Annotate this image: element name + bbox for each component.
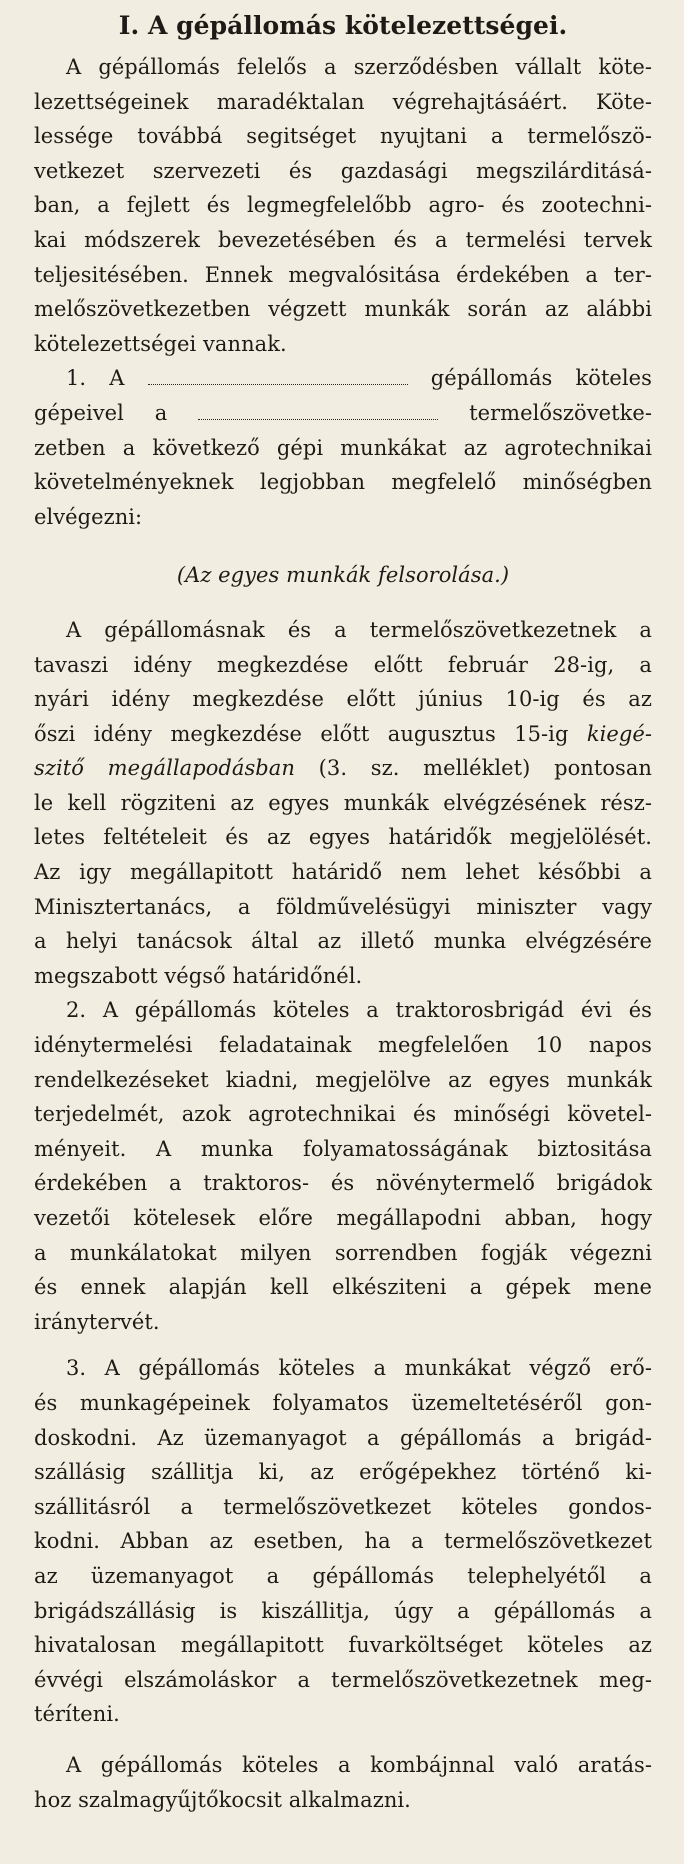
italic-term: kiegé- <box>586 721 652 746</box>
text-line: teljesitésében. Ennek megvalósitása érdekében a ter- <box>34 262 652 287</box>
text-line: szállásig szállitja ki, az erőgépekhez történő ki- <box>34 1460 652 1485</box>
paragraph-point-3 <box>34 1351 652 1732</box>
text-line: 3. A gépállomás köteles a munkákat végző erő- <box>66 1356 652 1381</box>
text-line <box>34 717 652 752</box>
text-run: őszi idény megkezdése előtt augusztus 15-ig <box>34 721 587 746</box>
paragraph-deadlines <box>34 613 652 994</box>
paragraph-gap <box>34 1339 652 1351</box>
text-line: hivatalosan megállapitott fuvarköltséget köteles az <box>34 1633 652 1658</box>
italic-term: szitő megállapodásban <box>34 756 295 781</box>
point-1-line2-prefix: gépeivel a <box>34 400 168 425</box>
point-1-prefix: 1. A <box>66 366 125 391</box>
text-line: az üzemanyagot a gépállomás telephelyétől a <box>34 1563 652 1588</box>
text-line <box>34 361 652 396</box>
text-line: követelményeknek legjobban megfelelő minőségben <box>34 470 652 495</box>
fill-in-blank-station <box>148 370 408 385</box>
text-line: melőszövetkezetben végzett munkák során az alábbi <box>34 297 652 322</box>
text-line: szállitásról a termelőszövetkezet köteles gondos- <box>34 1494 652 1519</box>
text-line: Minisztertanács, a földművelésügyi miniszter vagy <box>34 894 652 919</box>
paragraph-point-2 <box>34 993 652 1339</box>
text-line <box>34 396 652 431</box>
text-line: hoz szalmagyűjtőkocsit alkalmazni. <box>34 1787 411 1812</box>
text-line: érdekében a traktoros- és növénytermelő brigádok <box>34 1171 652 1196</box>
text-line <box>34 751 652 786</box>
text-line: a helyi tanácsok által az illető munka elvégzésére <box>34 929 652 954</box>
text-line: A gépállomás köteles a kombájnnal való aratás- <box>66 1752 652 1777</box>
paragraph-combine <box>34 1748 652 1817</box>
text-run: (3. sz. melléklet) pontosan <box>294 756 652 781</box>
text-line: tavaszi idény megkezdése előtt február 28-ig, a <box>34 652 652 677</box>
text-line: téríteni. <box>34 1702 120 1727</box>
text-line: vezetői kötelesek előre megállapodni abban, hogy <box>34 1206 652 1230</box>
text-line: és munkagépeinek folyamatos üzemeltetéséről gon- <box>34 1390 652 1415</box>
text-line: A gépállomás felelős a szerződésben vállalt köte- <box>66 55 652 79</box>
point-1-line2-suffix: termelőszövetke- <box>469 400 652 425</box>
point-1-suffix: gépállomás köteles <box>430 366 652 391</box>
text-line: A gépállomásnak és a termelőszövetkezetnek a <box>66 617 652 642</box>
work-list-placeholder: (Az egyes munkák felsorolása.) <box>176 563 510 588</box>
paragraph-point-1 <box>34 361 652 534</box>
fill-in-blank-cooperative <box>198 405 438 420</box>
text-line: doskodni. Az üzemanyagot a gépállomás a brigád- <box>34 1425 652 1450</box>
text-line: elvégezni: <box>34 504 143 529</box>
text-line: le kell rögziteni az egyes munkák elvégzésének rész- <box>34 790 652 815</box>
text-line: nyári idény megkezdése előtt június 10-ig és az <box>34 687 652 712</box>
text-line: megszabott végső határidőnél. <box>34 963 363 988</box>
text-line: évvégi elszámoláskor a termelőszövetkezetnek meg- <box>34 1667 652 1692</box>
text-line: zetben a következő gépi munkákat az agrotechnikai <box>34 435 652 460</box>
text-line: ban, a fejlett és legmegfelelőbb agro- és zootechni- <box>34 193 652 218</box>
text-line: 2. A gépállomás köteles a traktorosbrigád évi és <box>66 998 652 1023</box>
document-page <box>34 8 652 1817</box>
text-line: lessége továbbá segitséget nyujtani a termelőszö- <box>34 124 652 149</box>
text-line: kodni. Abban az esetben, ha a termelőszövetkezet <box>34 1529 652 1554</box>
text-line: a munkálatokat milyen sorrendben fogják végezni <box>34 1240 652 1265</box>
text-line: kötelezettségei vannak. <box>34 331 287 356</box>
text-line: brigádszállásig is kiszállitja, úgy a gépállomás a <box>34 1598 652 1623</box>
text-line: iránytervét. <box>34 1309 160 1334</box>
text-line: és ennek alapján kell elkésziteni a gépek mene <box>34 1275 652 1300</box>
paragraph-intro <box>34 50 652 361</box>
text-line: ményeit. A munka folyamatosságának biztositása <box>34 1136 652 1161</box>
text-line: terjedelmét, azok agrotechnikai és minőségi követel- <box>34 1102 652 1127</box>
text-line: vetkezet szervezeti és gazdasági megszilárditásá- <box>34 158 652 183</box>
text-line: letes feltételeit és az egyes határidők megjelölését. <box>34 825 652 850</box>
text-line: kai módszerek bevezetésében és a termelési tervek <box>34 227 652 252</box>
paragraph-gap <box>34 1732 652 1748</box>
text-line: idénytermelési feladatainak megfelelően 10 napos <box>34 1033 652 1058</box>
text-line: Az igy megállapitott határidő nem lehet későbbi a <box>34 860 652 885</box>
section-heading: I. A gépállomás kötelezettségei. <box>118 11 568 40</box>
text-line: lezettségeinek maradéktalan végrehajtásáért. Köte- <box>34 89 652 114</box>
text-line: rendelkezéseket kiadni, megjelölve az egyes munkák <box>34 1067 652 1092</box>
